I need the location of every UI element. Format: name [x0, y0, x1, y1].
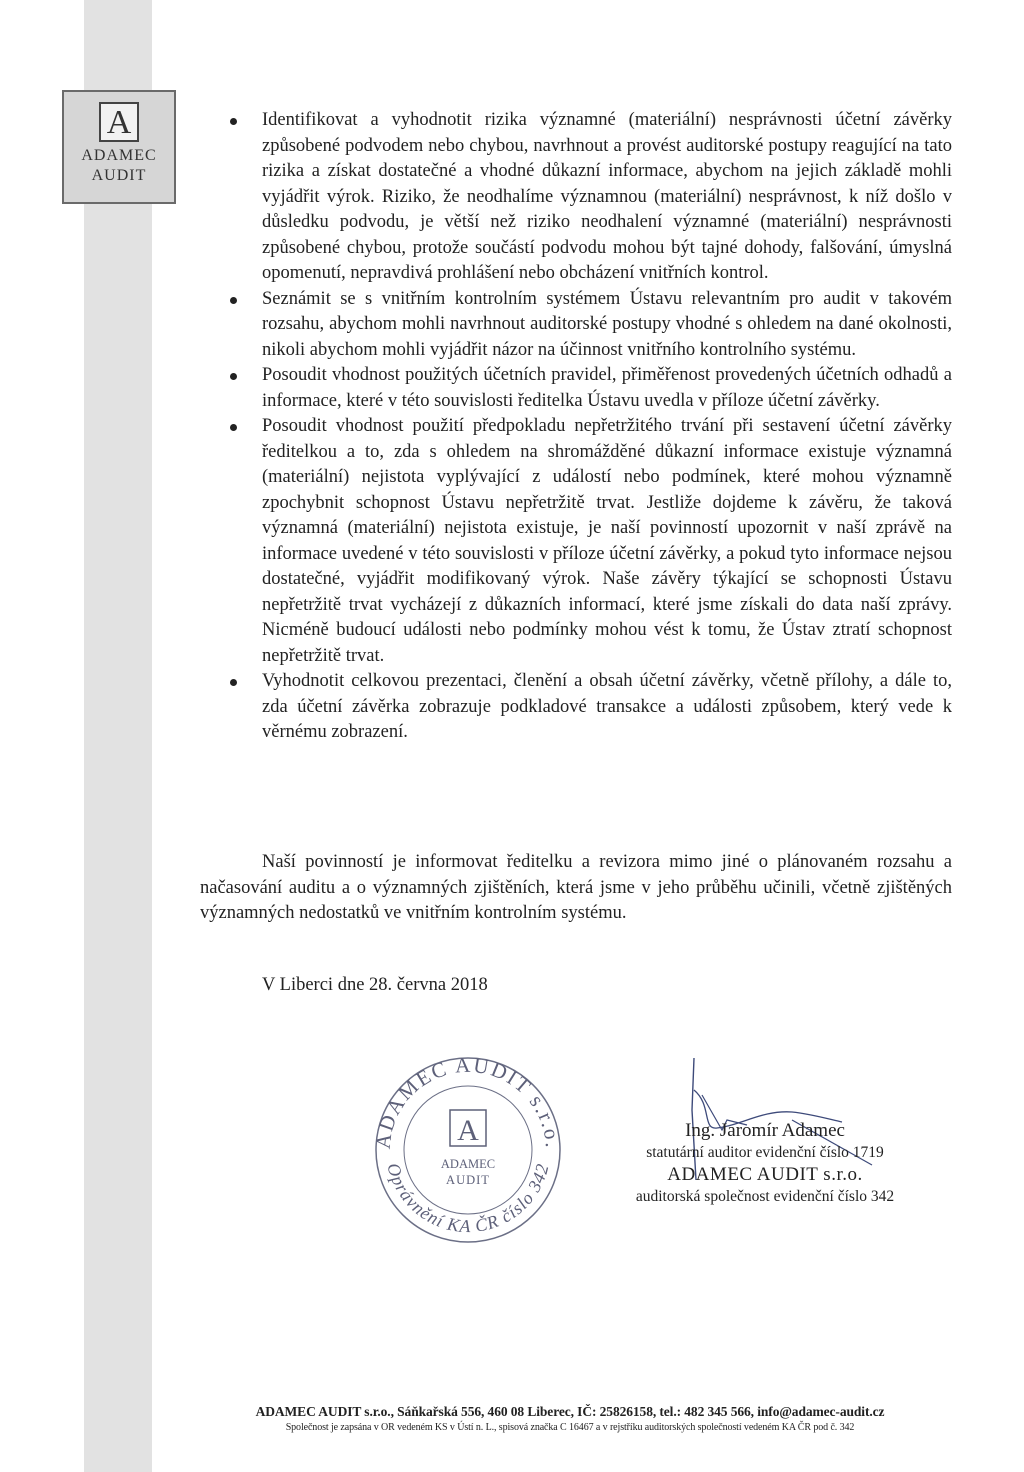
list-item: [262, 363, 952, 414]
signer-name: Ing. Jaromír Adamec: [685, 1120, 845, 1141]
list-item: [262, 287, 952, 364]
footer-registration: Společnost je zapsána v OR vedeném KS v Ústí n. L., spisová značka C 16467 a v rejstříku auditorských společností vedeném KA ČR pod č. 342: [285, 1422, 855, 1433]
bullet-list: [262, 108, 952, 746]
footer-contact: ADAMEC AUDIT s.r.o., Sáňkařská 556, 460 08 Liberec, IČ: 25826158, tel.: 482 345 566, info@adamec-audit.cz: [255, 1404, 885, 1419]
stamp-line1: ADAMEC: [440, 1157, 496, 1171]
list-item: [262, 669, 952, 746]
bullet-text: Posoudit vhodnost použitých účetních pravidel, přiměřenost provedených účetních odhadů a informace, které v této souvislosti ředitelka Ústavu uvedla v příloze účetní závěrky.: [262, 365, 952, 411]
company-stamp: [368, 1050, 568, 1250]
place-date: V Liberci dne 28. června 2018: [262, 975, 488, 995]
stamp-outer-text: ADAMEC AUDIT s.r.o.: [370, 1052, 566, 1151]
list-item: [262, 414, 952, 669]
bullet-text: Seznámit se s vnitřním kontrolním systémem Ústavu relevantním pro audit v takovém rozsahu, abychom mohli navrhnout auditorské postupy vhodné s ohledem na dané okolnosti, nikoli abychom mohli vyjádřit názor na účinnost vnitřního kontrolního systému.: [262, 288, 952, 360]
page-footer: [200, 1404, 940, 1433]
side-band: [84, 0, 152, 1472]
signer-registration: auditorská společnost evidenční číslo 342: [635, 1188, 895, 1205]
list-item: [262, 108, 952, 287]
signature-block: [600, 1120, 930, 1208]
logo-line1: ADAMEC: [81, 147, 157, 164]
stamp-line2: AUDIT: [446, 1173, 490, 1187]
bullet-icon: [230, 424, 237, 431]
stamp-letter: A: [457, 1114, 479, 1147]
bullet-icon: [230, 679, 237, 686]
bullet-section: [262, 108, 952, 746]
logo-line2: AUDIT: [91, 167, 147, 184]
bullet-icon: [230, 297, 237, 304]
stamp-lower-text: Oprávnění KA ČR číslo 342: [383, 1160, 553, 1237]
company-logo: [62, 90, 176, 204]
closing-paragraph: Naší povinností je informovat ředitelku a revizora mimo jiné o plánovaném rozsahu a načasování auditu a o významných zjištěních, která jsme v jeho průběhu učinili, včetně zjištěných významných nedostatků ve vnitřním kontrolním systému.: [200, 852, 952, 923]
bullet-text: Identifikovat a vyhodnotit rizika významné (materiální) nesprávnosti účetní závěrky způsobené podvodem nebo chybou, navrhnout a provést auditorské postupy reagující na tato rizika a získat dostatečné a vhodné důkazní informace, abychom na jejich základě mohli vyjádřit výrok. Riziko, že neodhalíme významnou (materiální) nesprávnost, k níž došlo v důsledku podvodu, je větší než riziko neodhalení významné (materiální) nesprávnosti způsobené chybou, protože součástí podvodu mohou být tajné dohody, falšování, úmyslná opomenutí, nepravdivá prohlášení nebo obcházení vnitřních kontrol.: [262, 110, 952, 283]
logo-letter: A: [99, 102, 139, 142]
bullet-text: Posoudit vhodnost použití předpokladu nepřetržitého trvání při sestavení účetní závěrky ředitelkou a to, zda s ohledem na shromážděné důkazní informace existuje významná (materiální) nejistota vyplývající z událostí nebo podmínek, které mohou významně zpochybnit schopnost Ústavu nepřetržitě trvat. Jestliže dojdeme k závěru, že taková významná (materiální) nejistota existuje, je naší povinností upozornit v naší zprávě na informace uvedené v této souvislosti v příloze účetní závěrky, a pokud tyto informace nejsou dostatečné, vyjádřit modifikovaný výrok. Naše závěry týkající se schopnosti Ústavu nepřetržitě trvat vycházejí z důkazních informací, které jsme získali do data naší zprávy. Nicméně budoucí události nebo podmínky mohou vést k tomu, že Ústav ztratí schopnost nepřetržitě trvat.: [262, 416, 952, 666]
signer-company: ADAMEC AUDIT s.r.o.: [667, 1164, 863, 1185]
bullet-text: Vyhodnotit celkovou prezentaci, členění a obsah účetní závěrky, včetně přílohy, a dále to, zda účetní závěrka zobrazuje podkladové transakce a události způsobem, který vede k věrnému zobrazení.: [262, 671, 952, 742]
signer-title: statutární auditor evidenční číslo 1719: [646, 1144, 884, 1161]
bullet-icon: [230, 373, 237, 380]
bullet-icon: [230, 118, 237, 125]
